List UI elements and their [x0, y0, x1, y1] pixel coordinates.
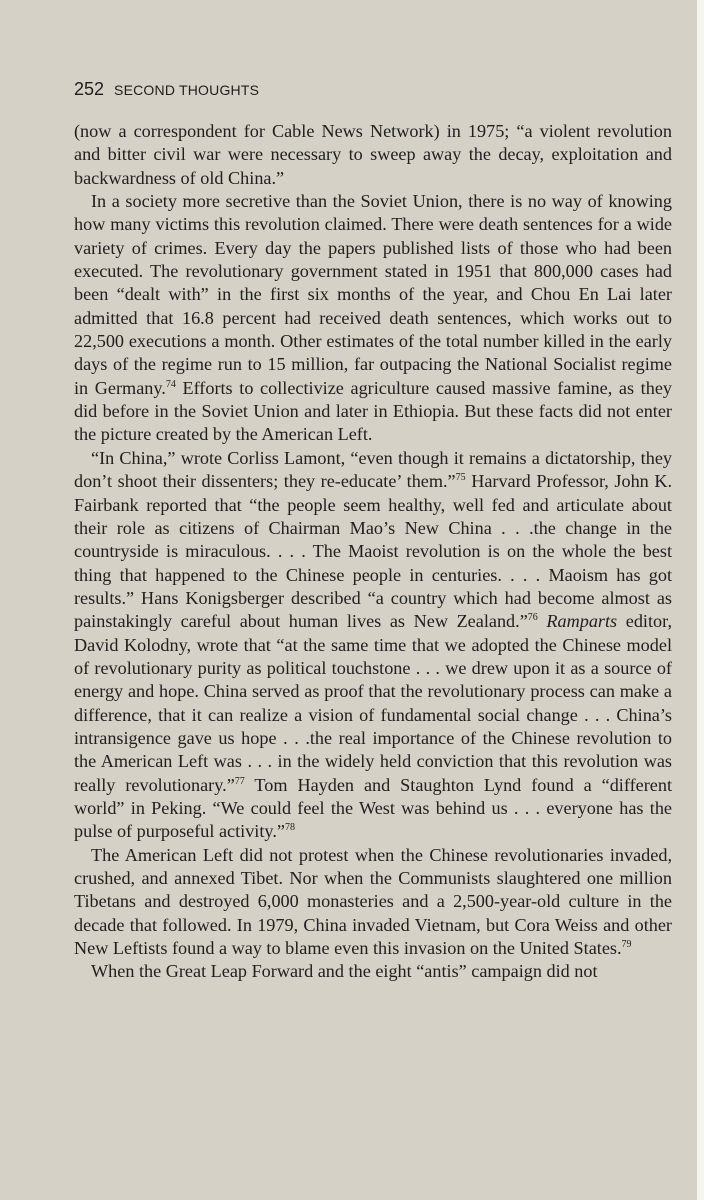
- paragraph: [74, 960, 672, 983]
- text-run: (now a correspondent for Cable News Network) in 1975; “a violent revolution and bitter civil war were necessary to sweep away the decay, exploitation and backwardness of old China.”: [74, 121, 672, 188]
- text-run: When the Great Leap Forward and the eight “antis” campaign did not: [91, 961, 598, 982]
- running-header: [74, 79, 259, 100]
- paragraph: [74, 447, 672, 844]
- text-run: Tom Hayden and Staughton Lynd found a “different world” in Peking. “We could feel the West was behind us . . . everyone has the pulse of purposeful activity.”: [74, 774, 672, 842]
- footnote-ref: 78: [284, 822, 295, 834]
- page-edge: [697, 0, 704, 1200]
- footnote-ref: 79: [621, 939, 632, 951]
- paragraph: [74, 190, 672, 447]
- running-title: SECOND THOUGHTS: [114, 82, 260, 98]
- text-run: Efforts to collectivize agriculture caused massive famine, as they did before in the Soviet Union and later in Ethiopia. But these facts did not enter the picture created by the American Left.: [74, 377, 673, 445]
- text-run: Harvard Professor, John K. Fairbank reported that “the people seem healthy, well fed and articulate about their role as citizens of Chairman Mao’s New China . . .the change in the countryside is miraculous. . . . The Maoist revolution is on the whole the best thing that happened to the Chinese people in centuries. . . . Maoism has got results.” Hans Konigsberger described “a country which had become almost as painstakingly careful about human lives as New Zealand.”: [74, 471, 672, 632]
- text-run: “In China,” wrote Corliss Lamont, “even though it remains a dictatorship, they don’t shoot their dissenters; they re-educate’ them.”: [74, 447, 672, 492]
- page-number: 252: [74, 79, 105, 99]
- text-run: editor, David Kolodny, wrote that “at the same time that we adopted the Chinese model of revolutionary purity as political touchstone . . . we drew upon it as a source of energy and hope. China served as proof that the revolutionary process can make a difference, that it can realize a vision of fundamental social change . . . China’s intransigence gave us hope . . .the real importance of the Chinese revolution to the American Left was . . . in the widely held conviction that this revolution was really revolutionary.”: [74, 611, 672, 795]
- footnote-ref: 74: [165, 378, 176, 390]
- footnote-ref: 76: [527, 612, 538, 624]
- text-run: In a society more secretive than the Soviet Union, there is no way of knowing how many victims this revolution claimed. There were death sentences for a wide variety of crimes. Every day the papers published lists of those who had been executed. The revolutionary government stated in 1951 that 800,000 cases had been “dealt with” in the first six months of the year, and Chou En Lai later admitted that 16.8 percent had received death sentences, which works out to 22,500 executions a month. Other estimates of the total number killed in the early days of the regime run to 15 million, far outpacing the National Socialist regime in Germany.: [74, 191, 672, 398]
- footnote-ref: 75: [455, 472, 466, 484]
- paragraph: [74, 844, 672, 961]
- italic-title: Ramparts: [546, 611, 618, 632]
- body-text: [74, 120, 672, 984]
- paragraph: [74, 120, 672, 190]
- footnote-ref: 77: [234, 775, 245, 787]
- text-run: The American Left did not protest when the Chinese revolutionaries invaded, crushed, and annexed Tibet. Nor when the Communists slaughtered one million Tibetans and destroyed 6,000 monasteries and a 2,500-year-old culture in the decade that followed. In 1979, China invaded Vietnam, but Cora Weiss and other New Leftists found a way to blame even this invasion on the United States.: [74, 844, 672, 959]
